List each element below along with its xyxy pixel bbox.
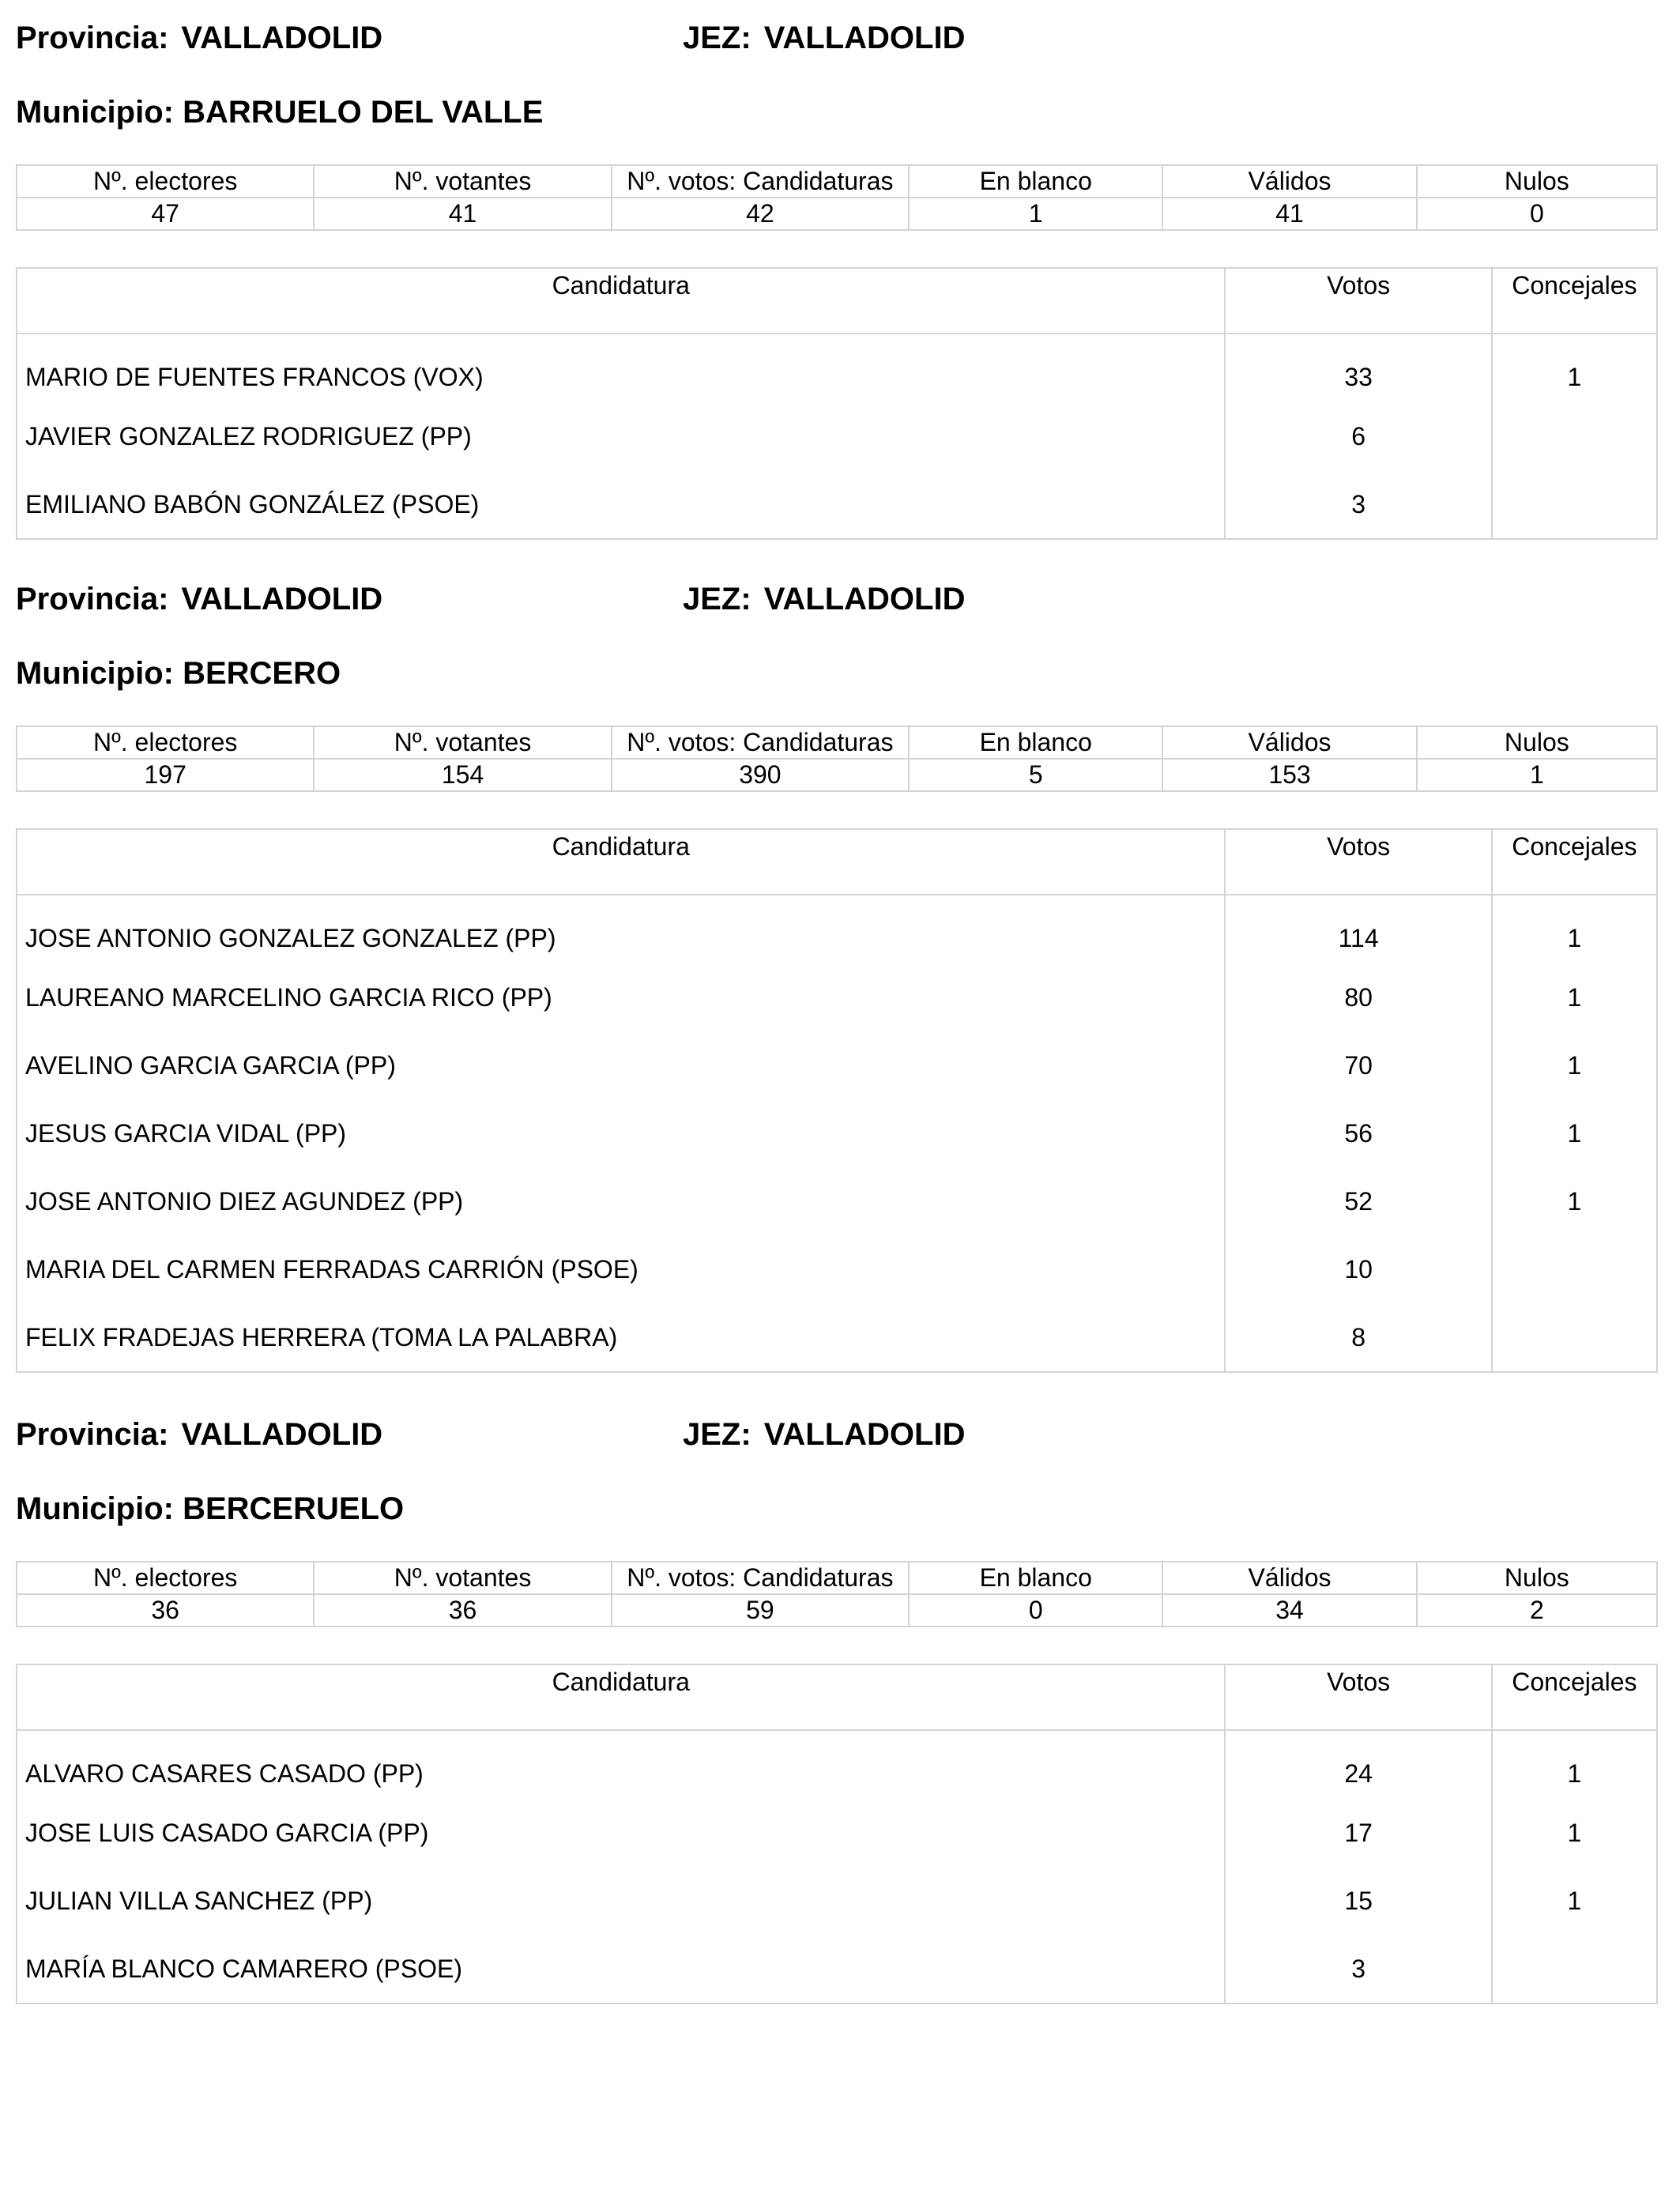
candidate-name: FELIX FRADEJAS HERRERA (TOMA LA PALABRA) [17,1303,1225,1372]
candidate-concejales: 1 [1567,1050,1582,1080]
summary-value-cell: 36 [17,1594,314,1627]
candidate-concejales [1492,1935,1657,2004]
candidate-votes: 56 [1225,1099,1491,1167]
candidate-votes: 24 [1225,1730,1491,1799]
summary-header-cell: Nº. electores [17,726,314,759]
candidates-header-row [17,1664,1657,1730]
jez-heading [683,580,965,618]
candidate-name: JOSE ANTONIO GONZALEZ GONZALEZ (PP) [17,895,1225,963]
summary-header-cell: En blanco [909,1562,1162,1594]
candidates-header-cell: Votos [1225,1664,1491,1730]
candidate-name: EMILIANO BABÓN GONZÁLEZ (PSOE) [17,470,1225,539]
summary-header-row [17,1562,1657,1594]
candidate-concejales: 1 [1567,1886,1582,1915]
summary-header-row [17,726,1657,759]
provincia-value: VALLADOLID [181,582,383,616]
candidate-votes: 17 [1225,1799,1491,1867]
candidate-votes: 8 [1225,1303,1491,1372]
summary-header-cell: Nulos [1417,1562,1657,1594]
provincia-heading [16,580,382,618]
candidate-row [17,1867,1657,1935]
municipio-heading [16,1490,404,1528]
candidate-row [17,1799,1657,1867]
provincia-label: Provincia: [16,582,169,616]
candidate-name: JULIAN VILLA SANCHEZ (PP) [17,1867,1225,1935]
summary-value-cell: 41 [314,198,611,230]
summary-value-cell: 197 [17,759,314,791]
candidate-concejales [1492,402,1657,470]
summary-header-cell: Nulos [1417,726,1657,759]
candidates-header-cell: Concejales [1492,268,1657,334]
municipio-value: BERCERUELO [183,1491,405,1526]
candidate-name: JOSE ANTONIO DIEZ AGUNDEZ (PP) [17,1167,1225,1235]
candidate-row [17,1935,1657,2004]
summary-value-cell: 5 [909,759,1162,791]
candidates-header-cell: Concejales [1492,829,1657,895]
candidates-header-cell: Candidatura [17,268,1225,334]
candidate-concejales [1492,1235,1657,1303]
provincia-value: VALLADOLID [181,1417,383,1452]
summary-header-cell: Válidos [1162,165,1416,198]
candidates-table [16,267,1658,540]
candidate-row [17,1730,1657,1799]
summary-value-cell: 41 [1162,198,1416,230]
jez-heading [683,1416,965,1453]
candidate-votes: 3 [1225,470,1491,539]
municipio-heading [16,93,543,131]
summary-header-cell: Nulos [1417,165,1657,198]
candidate-name: AVELINO GARCIA GARCIA (PP) [17,1031,1225,1099]
candidates-table [16,1664,1658,2004]
candidate-votes: 33 [1225,334,1491,402]
jez-label: JEZ: [683,1417,751,1452]
jez-label: JEZ: [683,21,751,55]
summary-value-cell: 59 [612,1594,909,1627]
candidate-row [17,1235,1657,1303]
candidate-concejales: 1 [1567,1118,1582,1148]
summary-header-cell: Nº. votos: Candidaturas [612,1562,909,1594]
candidate-name: JOSE LUIS CASADO GARCIA (PP) [17,1799,1225,1867]
summary-value-cell: 47 [17,198,314,230]
summary-value-cell: 42 [612,198,909,230]
candidate-votes: 3 [1225,1935,1491,2004]
jez-label: JEZ: [683,582,751,616]
candidates-header-cell: Votos [1225,829,1491,895]
summary-table [16,164,1658,231]
summary-value-cell: 2 [1417,1594,1657,1627]
summary-header-cell: Nº. votos: Candidaturas [612,165,909,198]
summary-value-cell: 1 [909,198,1162,230]
summary-value-cell: 153 [1162,759,1416,791]
summary-table [16,1561,1658,1627]
municipio-label: Municipio: [16,656,174,691]
summary-value-cell: 0 [909,1594,1162,1627]
candidate-name: LAUREANO MARCELINO GARCIA RICO (PP) [17,963,1225,1031]
candidate-concejales [1492,1303,1657,1372]
candidate-name: MARIA DEL CARMEN FERRADAS CARRIÓN (PSOE) [17,1235,1225,1303]
summary-value-row [17,1594,1657,1627]
jez-value: VALLADOLID [763,1417,966,1452]
candidate-row [17,1031,1657,1099]
candidate-row [17,470,1657,539]
candidate-votes: 52 [1225,1167,1491,1235]
candidate-votes: 114 [1225,895,1491,963]
jez-value: VALLADOLID [763,21,966,55]
jez-heading [683,19,965,57]
summary-value-cell: 1 [1417,759,1657,791]
candidates-header-row [17,268,1657,334]
candidate-name: ALVARO CASARES CASADO (PP) [17,1730,1225,1799]
provincia-value: VALLADOLID [181,21,383,55]
candidates-header-cell: Candidatura [17,1664,1225,1730]
provincia-heading [16,19,382,57]
candidate-row [17,1303,1657,1372]
summary-value-cell: 36 [314,1594,611,1627]
summary-table [16,726,1658,792]
candidate-name: JAVIER GONZALEZ RODRIGUEZ (PP) [17,402,1225,470]
summary-header-cell: En blanco [909,726,1162,759]
candidate-votes: 70 [1225,1031,1491,1099]
candidate-row [17,1099,1657,1167]
summary-header-cell: Válidos [1162,726,1416,759]
summary-header-cell: Nº. votantes [314,726,611,759]
candidate-row [17,1167,1657,1235]
municipio-value: BARRUELO DEL VALLE [183,95,544,130]
candidate-concejales: 1 [1567,1186,1582,1216]
candidate-row [17,402,1657,470]
candidate-row [17,334,1657,402]
candidate-votes: 15 [1225,1867,1491,1935]
candidate-concejales: 1 [1567,362,1582,391]
municipio-label: Municipio: [16,95,174,130]
candidate-name: MARÍA BLANCO CAMARERO (PSOE) [17,1935,1225,2004]
summary-value-cell: 154 [314,759,611,791]
candidate-concejales: 1 [1567,1759,1582,1788]
candidate-votes: 6 [1225,402,1491,470]
provincia-label: Provincia: [16,21,169,55]
jez-value: VALLADOLID [763,582,966,616]
municipio-value: BERCERO [183,656,341,691]
candidate-concejales [1492,470,1657,539]
provincia-heading [16,1416,382,1453]
candidate-row [17,963,1657,1031]
candidates-table [16,828,1658,1373]
summary-header-cell: Nº. votantes [314,165,611,198]
candidate-concejales: 1 [1567,982,1582,1012]
candidate-votes: 80 [1225,963,1491,1031]
summary-header-cell: Válidos [1162,1562,1416,1594]
candidates-header-cell: Votos [1225,268,1491,334]
summary-header-cell: Nº. electores [17,165,314,198]
summary-value-cell: 390 [612,759,909,791]
summary-header-cell: En blanco [909,165,1162,198]
summary-value-cell: 34 [1162,1594,1416,1627]
summary-value-row [17,759,1657,791]
summary-header-cell: Nº. votos: Candidaturas [612,726,909,759]
summary-value-row [17,198,1657,230]
candidates-header-cell: Candidatura [17,829,1225,895]
candidates-header-row [17,829,1657,895]
summary-header-cell: Nº. electores [17,1562,314,1594]
candidates-header-cell: Concejales [1492,1664,1657,1730]
candidate-row [17,895,1657,963]
summary-header-row [17,165,1657,198]
municipio-heading [16,654,341,692]
summary-header-cell: Nº. votantes [314,1562,611,1594]
candidate-name: MARIO DE FUENTES FRANCOS (VOX) [17,334,1225,402]
candidate-concejales: 1 [1567,923,1582,952]
municipio-label: Municipio: [16,1491,174,1526]
provincia-label: Provincia: [16,1417,169,1452]
summary-value-cell: 0 [1417,198,1657,230]
candidate-concejales: 1 [1567,1818,1582,1847]
candidate-name: JESUS GARCIA VIDAL (PP) [17,1099,1225,1167]
candidate-votes: 10 [1225,1235,1491,1303]
